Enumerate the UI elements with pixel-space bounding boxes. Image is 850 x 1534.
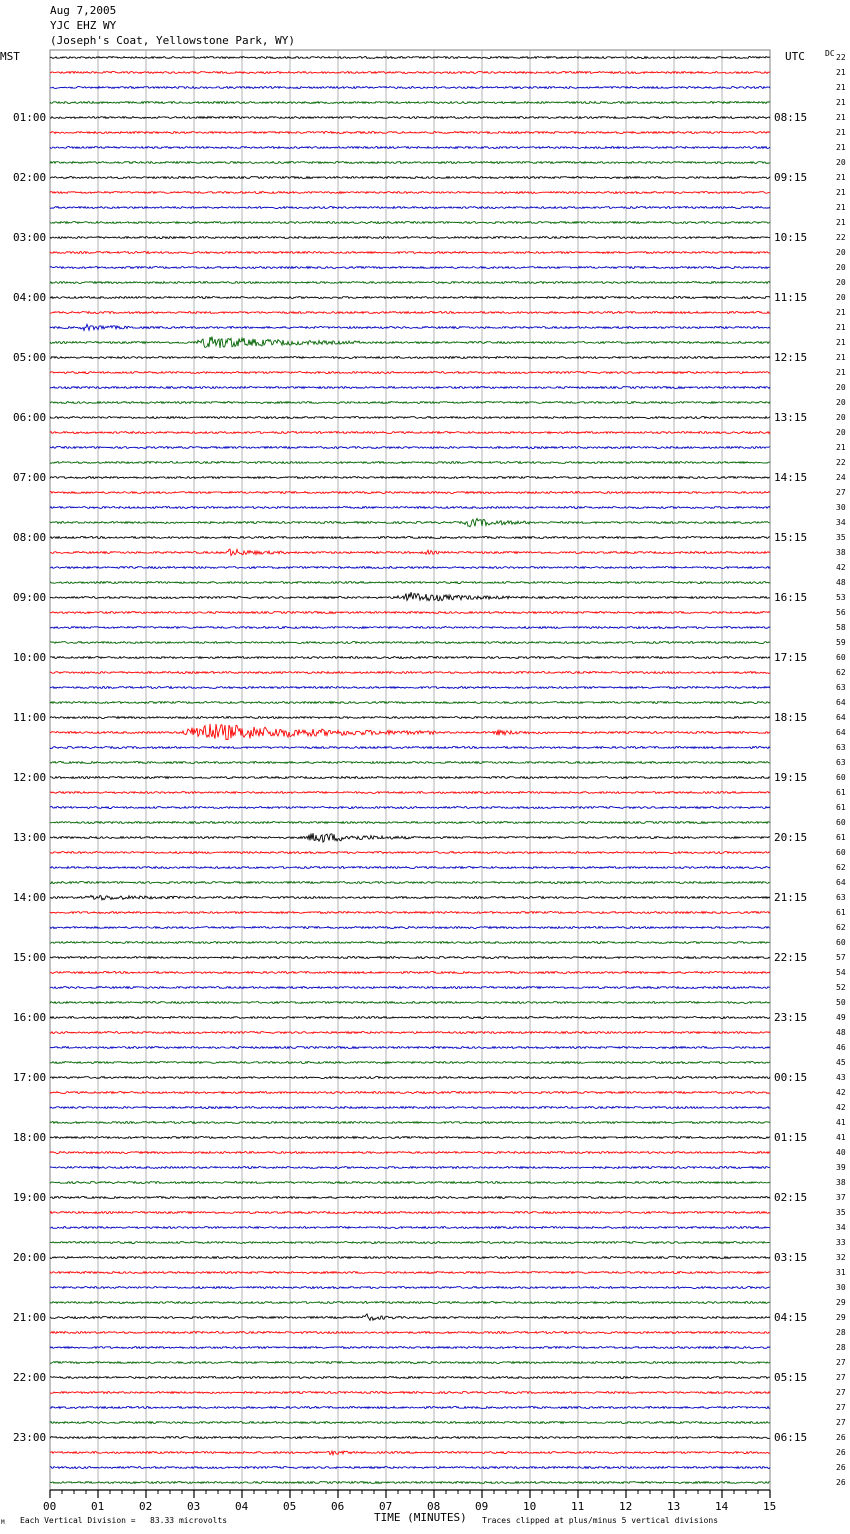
trace-row-44 bbox=[50, 717, 770, 719]
left-hour-label: 04:00 bbox=[13, 290, 47, 304]
dc-offset-value: 31 bbox=[836, 1267, 846, 1277]
x-tick-label: 09 bbox=[475, 1500, 489, 1513]
dc-offset-value: 21 bbox=[836, 322, 846, 332]
trace-row-27 bbox=[50, 462, 770, 464]
dc-offset-value: 21 bbox=[836, 352, 846, 362]
dc-offset-value: 63 bbox=[836, 682, 846, 692]
trace-row-45 bbox=[50, 724, 770, 740]
dc-offset-value: 59 bbox=[836, 637, 846, 647]
trace-row-87 bbox=[50, 1362, 770, 1364]
trace-row-19 bbox=[50, 337, 770, 348]
trace-row-60 bbox=[50, 957, 770, 959]
right-hour-label: 00:15 bbox=[774, 1070, 808, 1084]
trace-row-26 bbox=[50, 447, 770, 449]
left-hour-label: 07:00 bbox=[13, 470, 47, 484]
right-hour-label: 04:15 bbox=[774, 1310, 808, 1324]
x-tick-label: 14 bbox=[715, 1500, 729, 1513]
trace-row-39 bbox=[50, 642, 770, 644]
trace-row-34 bbox=[50, 567, 770, 569]
trace-row-24 bbox=[50, 417, 770, 419]
dc-offset-value: 49 bbox=[836, 1012, 846, 1022]
right-hour-label: 18:15 bbox=[774, 710, 808, 724]
left-hour-label: 13:00 bbox=[13, 830, 47, 844]
trace-row-91 bbox=[50, 1422, 770, 1424]
x-tick-label: 07 bbox=[379, 1500, 393, 1513]
left-hour-label: 20:00 bbox=[13, 1250, 47, 1264]
trace-row-49 bbox=[50, 792, 770, 794]
dc-offset-value: 26 bbox=[836, 1432, 846, 1442]
dc-offset-value: 21 bbox=[836, 82, 846, 92]
left-hour-label: 18:00 bbox=[13, 1130, 47, 1144]
dc-offset-value: 35 bbox=[836, 1207, 846, 1217]
dc-offset-value: 42 bbox=[836, 1087, 846, 1097]
trace-row-53 bbox=[50, 852, 770, 854]
dc-offset-value: 45 bbox=[836, 1057, 846, 1067]
right-hour-label: 21:15 bbox=[774, 890, 808, 904]
left-hour-label: 10:00 bbox=[13, 650, 47, 664]
trace-row-58 bbox=[50, 927, 770, 929]
trace-row-48 bbox=[50, 777, 770, 779]
dc-offset-value: 35 bbox=[836, 532, 846, 542]
dc-offset-value: 27 bbox=[836, 1372, 846, 1382]
dc-offset-value: 21 bbox=[836, 307, 846, 317]
trace-row-1 bbox=[50, 72, 770, 74]
seismic-traces bbox=[50, 57, 770, 1484]
dc-offset-value: 20 bbox=[836, 247, 846, 257]
x-tick-label: 10 bbox=[523, 1500, 537, 1513]
right-hour-label: 10:15 bbox=[774, 230, 808, 244]
x-tick-label: 06 bbox=[331, 1500, 345, 1513]
x-tick-label: 01 bbox=[91, 1500, 105, 1513]
trace-row-4 bbox=[50, 117, 770, 119]
trace-row-33 bbox=[50, 549, 770, 556]
trace-row-38 bbox=[50, 627, 770, 629]
right-timezone-label: UTC bbox=[785, 50, 805, 63]
dc-offset-value: 33 bbox=[836, 1237, 846, 1247]
trace-row-95 bbox=[50, 1482, 770, 1484]
dc-offset-value: 27 bbox=[836, 1402, 846, 1412]
left-hour-label: 23:00 bbox=[13, 1430, 47, 1444]
trace-row-75 bbox=[50, 1182, 770, 1184]
trace-row-71 bbox=[50, 1122, 770, 1124]
trace-row-56 bbox=[50, 895, 770, 899]
dc-offset-value: 29 bbox=[836, 1297, 846, 1307]
dc-offset-value: 62 bbox=[836, 922, 846, 932]
right-hour-label: 20:15 bbox=[774, 830, 808, 844]
trace-row-41 bbox=[50, 672, 770, 674]
x-tick-label: 11 bbox=[571, 1500, 585, 1513]
trace-row-8 bbox=[50, 177, 770, 179]
dc-offset-value: 60 bbox=[836, 652, 846, 662]
trace-row-2 bbox=[50, 87, 770, 89]
trace-row-84 bbox=[50, 1314, 770, 1320]
right-hour-label: 01:15 bbox=[774, 1130, 808, 1144]
dc-offset-value: 48 bbox=[836, 1027, 846, 1037]
dc-offset-value: 60 bbox=[836, 847, 846, 857]
trace-row-78 bbox=[50, 1227, 770, 1229]
dc-offset-value: 64 bbox=[836, 727, 846, 737]
dc-offset-value: 57 bbox=[836, 952, 846, 962]
x-tick-label: 12 bbox=[619, 1500, 633, 1513]
x-tick-label: 00 bbox=[43, 1500, 57, 1513]
x-tick-label: 02 bbox=[139, 1500, 153, 1513]
trace-row-42 bbox=[50, 687, 770, 689]
dc-offset-value: 27 bbox=[836, 487, 846, 497]
trace-row-81 bbox=[50, 1272, 770, 1274]
trace-row-86 bbox=[50, 1347, 770, 1349]
dc-offset-value: 60 bbox=[836, 817, 846, 827]
station-code: YJC EHZ WY bbox=[50, 19, 117, 32]
dc-offset-value: 34 bbox=[836, 1222, 846, 1232]
trace-row-80 bbox=[50, 1257, 770, 1259]
trace-row-88 bbox=[50, 1377, 770, 1379]
left-hour-label: 22:00 bbox=[13, 1370, 47, 1384]
dc-offset-value: 20 bbox=[836, 382, 846, 392]
trace-row-50 bbox=[50, 807, 770, 809]
trace-row-68 bbox=[50, 1077, 770, 1079]
trace-row-94 bbox=[50, 1467, 770, 1469]
trace-row-25 bbox=[50, 432, 770, 434]
trace-row-70 bbox=[50, 1107, 770, 1109]
dc-offset-value: 34 bbox=[836, 517, 846, 527]
left-hour-label: 08:00 bbox=[13, 530, 47, 544]
right-hour-label: 19:15 bbox=[774, 770, 808, 784]
right-hour-label: 14:15 bbox=[774, 470, 808, 484]
left-hour-label: 03:00 bbox=[13, 230, 47, 244]
dc-offset-value: 22 bbox=[836, 232, 846, 242]
trace-row-40 bbox=[50, 657, 770, 659]
right-hour-label: 05:15 bbox=[774, 1370, 808, 1384]
dc-offset-value: 42 bbox=[836, 562, 846, 572]
dc-offset-value: 64 bbox=[836, 697, 846, 707]
dc-offset-value: 26 bbox=[836, 1477, 846, 1487]
dc-offset-value: 30 bbox=[836, 1282, 846, 1292]
dc-offset-value: 37 bbox=[836, 1192, 846, 1202]
trace-row-77 bbox=[50, 1212, 770, 1214]
trace-row-66 bbox=[50, 1047, 770, 1049]
plot-frame bbox=[50, 50, 770, 1490]
trace-row-35 bbox=[50, 582, 770, 584]
dc-offset-value: 28 bbox=[836, 1327, 846, 1337]
trace-row-79 bbox=[50, 1242, 770, 1244]
dc-offset-header: DC bbox=[825, 49, 835, 58]
right-hour-label: 09:15 bbox=[774, 170, 808, 184]
dc-offset-value: 63 bbox=[836, 757, 846, 767]
trace-row-72 bbox=[50, 1137, 770, 1139]
trace-row-83 bbox=[50, 1302, 770, 1304]
dc-offset-value: 21 bbox=[836, 67, 846, 77]
trace-row-73 bbox=[50, 1152, 770, 1154]
right-hour-label: 16:15 bbox=[774, 590, 808, 604]
dc-offset-value: 46 bbox=[836, 1042, 846, 1052]
trace-row-69 bbox=[50, 1092, 770, 1094]
dc-offset-value: 41 bbox=[836, 1117, 846, 1127]
dc-offset-value: 41 bbox=[836, 1132, 846, 1142]
right-hour-label: 22:15 bbox=[774, 950, 808, 964]
dc-offset-value: 63 bbox=[836, 742, 846, 752]
dc-offset-value: 20 bbox=[836, 157, 846, 167]
dc-offset-value: 62 bbox=[836, 862, 846, 872]
dc-offset-value: 26 bbox=[836, 1462, 846, 1472]
trace-row-57 bbox=[50, 912, 770, 914]
left-hour-label: 01:00 bbox=[13, 110, 47, 124]
corner-mark: M bbox=[1, 1519, 5, 1526]
trace-row-74 bbox=[50, 1167, 770, 1169]
trace-row-67 bbox=[50, 1062, 770, 1064]
trace-row-89 bbox=[50, 1392, 770, 1394]
dc-offset-value: 20 bbox=[836, 412, 846, 422]
dc-offset-value: 21 bbox=[836, 127, 846, 137]
dc-offset-value: 20 bbox=[836, 427, 846, 437]
left-hour-label: 12:00 bbox=[13, 770, 47, 784]
trace-row-5 bbox=[50, 132, 770, 134]
trace-row-6 bbox=[50, 147, 770, 149]
right-hour-label: 23:15 bbox=[774, 1010, 808, 1024]
right-hour-label: 08:15 bbox=[774, 110, 808, 124]
trace-row-63 bbox=[50, 1002, 770, 1004]
right-hour-label: 15:15 bbox=[774, 530, 808, 544]
dc-offset-value: 50 bbox=[836, 997, 846, 1007]
trace-row-51 bbox=[50, 822, 770, 824]
trace-row-65 bbox=[50, 1032, 770, 1034]
trace-row-20 bbox=[50, 357, 770, 359]
dc-offset-value: 21 bbox=[836, 187, 846, 197]
left-hour-label: 17:00 bbox=[13, 1070, 47, 1084]
trace-row-9 bbox=[50, 192, 770, 194]
left-hour-label: 11:00 bbox=[13, 710, 47, 724]
dc-offset-value: 22 bbox=[836, 457, 846, 467]
trace-row-36 bbox=[50, 592, 770, 601]
right-hour-label: 11:15 bbox=[774, 290, 808, 304]
trace-row-92 bbox=[50, 1437, 770, 1439]
dc-offset-value: 52 bbox=[836, 982, 846, 992]
right-hour-label: 06:15 bbox=[774, 1430, 808, 1444]
dc-offset-value: 29 bbox=[836, 1312, 846, 1322]
x-tick-label: 03 bbox=[187, 1500, 201, 1513]
trace-row-16 bbox=[50, 297, 770, 299]
left-hour-label: 06:00 bbox=[13, 410, 47, 424]
trace-row-32 bbox=[50, 537, 770, 539]
trace-row-47 bbox=[50, 762, 770, 764]
dc-offset-value: 53 bbox=[836, 592, 846, 602]
dc-offset-value: 30 bbox=[836, 502, 846, 512]
trace-row-93 bbox=[50, 1451, 770, 1455]
dc-offset-value: 27 bbox=[836, 1417, 846, 1427]
dc-offset-value: 28 bbox=[836, 1342, 846, 1352]
dc-offset-value: 21 bbox=[836, 202, 846, 212]
dc-offset-value: 32 bbox=[836, 1252, 846, 1262]
trace-row-43 bbox=[50, 702, 770, 704]
trace-row-55 bbox=[50, 882, 770, 884]
station-location: (Joseph's Coat, Yellowstone Park, WY) bbox=[50, 34, 296, 47]
dc-offset-value: 21 bbox=[836, 172, 846, 182]
trace-row-3 bbox=[50, 102, 770, 104]
trace-row-22 bbox=[50, 387, 770, 389]
dc-offset-value: 61 bbox=[836, 802, 846, 812]
dc-offset-value: 39 bbox=[836, 1162, 846, 1172]
left-hour-label: 14:00 bbox=[13, 890, 47, 904]
right-hour-label: 13:15 bbox=[774, 410, 808, 424]
dc-offset-value: 60 bbox=[836, 772, 846, 782]
x-tick-label: 15 bbox=[763, 1500, 777, 1513]
left-hour-label: 05:00 bbox=[13, 350, 47, 364]
dc-offset-value: 62 bbox=[836, 667, 846, 677]
trace-row-10 bbox=[50, 207, 770, 209]
trace-row-12 bbox=[50, 237, 770, 239]
right-hour-label: 03:15 bbox=[774, 1250, 808, 1264]
trace-row-46 bbox=[50, 747, 770, 749]
trace-row-52 bbox=[50, 833, 770, 842]
left-hour-label: 16:00 bbox=[13, 1010, 47, 1024]
dc-offset-value: 43 bbox=[836, 1072, 846, 1082]
dc-offset-value: 20 bbox=[836, 262, 846, 272]
dc-offset-value: 21 bbox=[836, 337, 846, 347]
dc-offset-value: 21 bbox=[836, 217, 846, 227]
dc-offset-value: 21 bbox=[836, 442, 846, 452]
vertical-division-note: Each Vertical Division = 83.33 microvolts bbox=[20, 1516, 228, 1525]
trace-row-11 bbox=[50, 222, 770, 224]
dc-offset-value: 27 bbox=[836, 1357, 846, 1367]
trace-row-28 bbox=[50, 477, 770, 479]
dc-offset-value: 20 bbox=[836, 277, 846, 287]
trace-row-13 bbox=[50, 252, 770, 254]
left-hour-label: 09:00 bbox=[13, 590, 47, 604]
trace-row-15 bbox=[50, 282, 770, 284]
trace-row-21 bbox=[50, 372, 770, 374]
x-axis-title: TIME (MINUTES) bbox=[374, 1511, 467, 1524]
dc-offset-value: 40 bbox=[836, 1147, 846, 1157]
dc-offset-value: 42 bbox=[836, 1102, 846, 1112]
dc-offset-value: 20 bbox=[836, 292, 846, 302]
right-hour-label: 17:15 bbox=[774, 650, 808, 664]
trace-row-64 bbox=[50, 1017, 770, 1019]
trace-row-30 bbox=[50, 507, 770, 509]
left-hour-label: 15:00 bbox=[13, 950, 47, 964]
dc-offset-value: 27 bbox=[836, 1387, 846, 1397]
dc-offset-value: 21 bbox=[836, 97, 846, 107]
dc-offset-value: 20 bbox=[836, 397, 846, 407]
dc-offset-value: 60 bbox=[836, 937, 846, 947]
left-timezone-label: MST bbox=[0, 50, 20, 63]
dc-offset-value: 58 bbox=[836, 622, 846, 632]
dc-offset-value: 64 bbox=[836, 877, 846, 887]
right-hour-label: 12:15 bbox=[774, 350, 808, 364]
time-axis bbox=[50, 1490, 770, 1498]
trace-row-7 bbox=[50, 162, 770, 164]
dc-offset-value: 61 bbox=[836, 832, 846, 842]
right-hour-label: 02:15 bbox=[774, 1190, 808, 1204]
trace-row-37 bbox=[50, 612, 770, 614]
dc-offset-value: 21 bbox=[836, 367, 846, 377]
trace-row-17 bbox=[50, 312, 770, 314]
trace-row-62 bbox=[50, 987, 770, 989]
dc-offset-value: 24 bbox=[836, 472, 846, 482]
trace-row-61 bbox=[50, 972, 770, 974]
trace-row-82 bbox=[50, 1287, 770, 1289]
trace-row-23 bbox=[50, 402, 770, 404]
left-hour-label: 19:00 bbox=[13, 1190, 47, 1204]
x-tick-label: 08 bbox=[427, 1500, 441, 1513]
trace-row-85 bbox=[50, 1332, 770, 1334]
x-tick-label: 13 bbox=[667, 1500, 681, 1513]
x-tick-label: 05 bbox=[283, 1500, 297, 1513]
trace-row-54 bbox=[50, 867, 770, 869]
x-tick-label: 04 bbox=[235, 1500, 249, 1513]
dc-offset-value: 38 bbox=[836, 547, 846, 557]
dc-offset-value: 64 bbox=[836, 712, 846, 722]
dc-offset-value: 22 bbox=[836, 52, 846, 62]
dc-offset-value: 21 bbox=[836, 112, 846, 122]
trace-row-18 bbox=[50, 324, 770, 330]
trace-row-90 bbox=[50, 1407, 770, 1409]
clipping-note: Traces clipped at plus/minus 5 vertical divisions bbox=[482, 1516, 719, 1525]
dc-offset-value: 61 bbox=[836, 907, 846, 917]
dc-offset-value: 48 bbox=[836, 577, 846, 587]
trace-row-0 bbox=[50, 57, 770, 59]
trace-row-59 bbox=[50, 942, 770, 944]
time-grid bbox=[50, 50, 770, 1490]
dc-offset-value: 63 bbox=[836, 892, 846, 902]
trace-row-31 bbox=[50, 518, 770, 526]
dc-offset-value: 38 bbox=[836, 1177, 846, 1187]
trace-row-76 bbox=[50, 1197, 770, 1199]
dc-offset-value: 26 bbox=[836, 1447, 846, 1457]
record-date: Aug 7,2005 bbox=[50, 4, 117, 17]
left-hour-label: 21:00 bbox=[13, 1310, 47, 1324]
dc-offset-value: 54 bbox=[836, 967, 846, 977]
dc-offset-value: 56 bbox=[836, 607, 846, 617]
dc-offset-value: 21 bbox=[836, 142, 846, 152]
trace-row-29 bbox=[50, 492, 770, 494]
trace-row-14 bbox=[50, 267, 770, 269]
dc-offset-value: 61 bbox=[836, 787, 846, 797]
left-hour-label: 02:00 bbox=[13, 170, 47, 184]
